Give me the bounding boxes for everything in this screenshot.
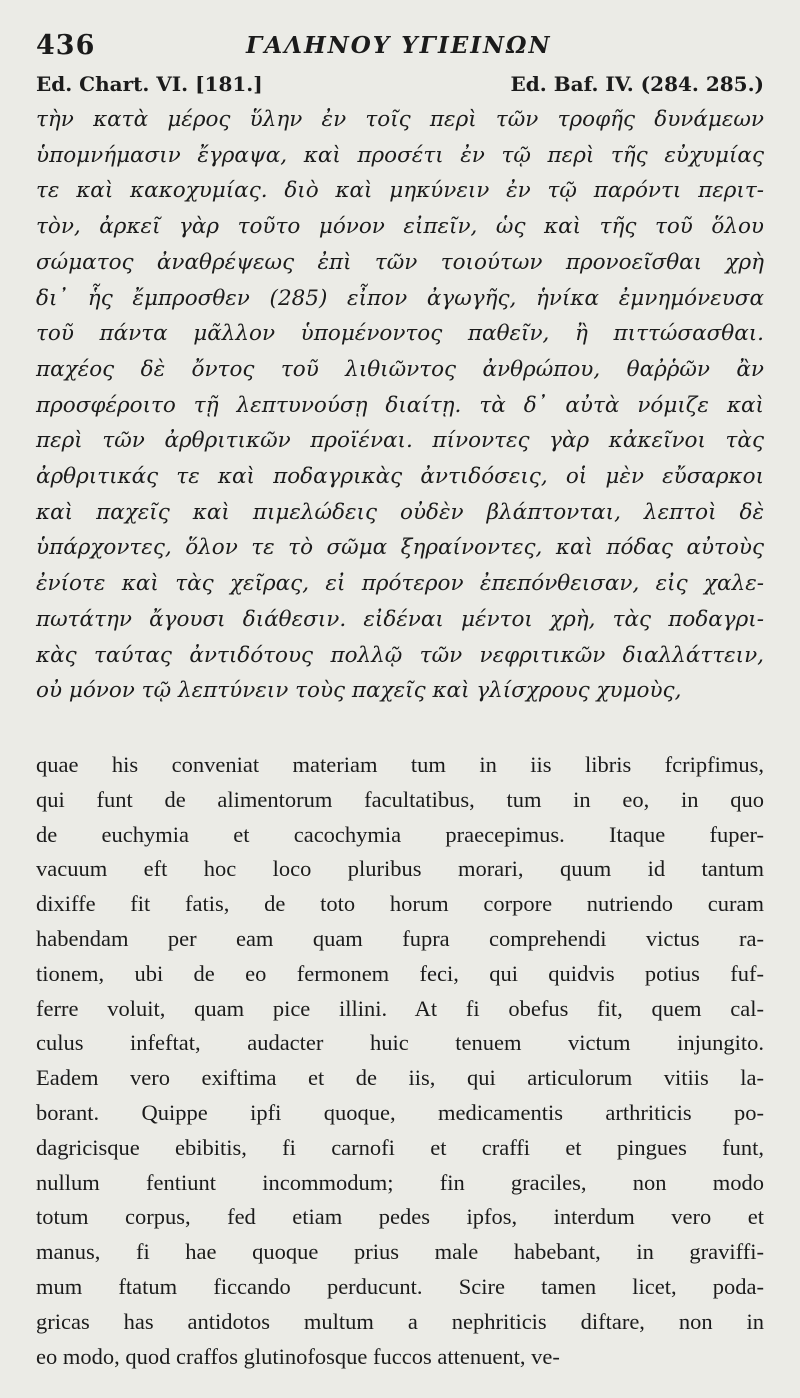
latin-text-line: manus, fi hae quoque prius male habebant, in graviffi- <box>36 1239 764 1265</box>
latin-text-line: borant. Quippe ipfi quoque, medicamentis arthriticis po- <box>36 1099 764 1125</box>
greek-text-line: τοῦ πάντα μᾶλλον ὑπομένοντος παθεῖν, ἢ πιττώσασθαι. <box>36 321 764 347</box>
greek-text-line: σώματος ἀναθρέψεως ἐπὶ τῶν τοιούτων προνοεῖσθαι χρὴ <box>36 249 764 275</box>
running-title: ΓΑΛΗΝΟΥ ΥΓΙΕΙΝΩΝ <box>246 32 552 59</box>
greek-text-line: οὐ μόνον τῷ λεπτύνειν τοὺς παχεῖς καὶ γλίσχρους χυμοὺς, <box>36 678 682 704</box>
latin-text-line: nullum fentiunt incommodum; fin graciles, non modo <box>36 1169 764 1195</box>
greek-text-line: ἀρθριτικάς τε καὶ ποδαγρικὰς ἀντιδόσεις, οἱ μὲν εὔσαρκοι <box>36 464 764 490</box>
latin-text-line: de euchymia et cacochymia praecepimus. Itaque fuper- <box>36 821 764 847</box>
greek-text-line: ὑπομνήμασιν ἔγραψα, καὶ προσέτι ἐν τῷ περὶ τῆς εὐχυμίας <box>36 142 764 168</box>
edition-reference-basel: Ed. Baf. IV. (284. 285.) <box>510 72 764 96</box>
edition-reference-row <box>36 72 764 102</box>
greek-text-line: πωτάτην ἄγουσι διάθεσιν. εἰδέναι μέντοι χρὴ, τὰς ποδαγρι- <box>36 606 764 632</box>
greek-text-line: ἐνίοτε καὶ τὰς χεῖρας, εἰ πρότερον ἐπεπόνθεισαν, εἰς χαλε- <box>36 571 764 597</box>
latin-text-line: eo modo, quod craffos glutinofosque fuccos attenuent, ve- <box>36 1343 560 1369</box>
greek-text-line: δι᾽ ἧς ἔμπροσθεν (285) εἶπον ἀγωγῆς, ἡνίκα ἐμνημόνευσα <box>36 285 764 311</box>
latin-text-line: totum corpus, fed etiam pedes ipfos, interdum vero et <box>36 1204 764 1230</box>
latin-text-line: dagricisque ebibitis, fi carnofi et craffi et pingues funt, <box>36 1134 764 1160</box>
latin-text-line: tionem, ubi de eo fermonem feci, qui quidvis potius fuf- <box>36 960 764 986</box>
latin-text-line: gricas has antidotos multum a nephriticis diftare, non in <box>36 1308 764 1334</box>
latin-text-line: qui funt de alimentorum facultatibus, tum in eo, in quo <box>36 786 764 812</box>
greek-text-line: τε καὶ κακοχυμίας. διὸ καὶ μηκύνειν ἐν τῷ παρόντι περιτ- <box>36 178 764 204</box>
latin-text-line: vacuum eft hoc loco pluribus morari, quum id tantum <box>36 856 764 882</box>
greek-text-line: κὰς ταύτας ἀντιδότους πολλῷ τῶν νεφριτικῶν διαλλάττειν, <box>36 642 764 668</box>
latin-text-line: mum ftatum ficcando perducunt. Scire tamen licet, poda- <box>36 1273 764 1299</box>
latin-text-block <box>36 748 764 1374</box>
page-header <box>36 28 760 64</box>
latin-text-line: quae his conveniat materiam tum in iis libris fcripfimus, <box>36 752 764 777</box>
greek-text-line: ὑπάρχοντες, ὅλον τε τὸ σῶμα ξηραίνοντες, καὶ πόδας αὐτοὺς <box>36 535 764 561</box>
greek-text-line: τὴν κατὰ μέρος ὕλην ἐν τοῖς περὶ τῶν τροφῆς δυνάμεων <box>36 107 764 132</box>
latin-text-line: Eadem vero exiftima et de iis, qui articulorum vitiis la- <box>36 1065 764 1091</box>
greek-text-line: προσφέροιτο τῇ λεπτυνούσῃ διαίτῃ. τὰ δ᾽ αὐτὰ νόμιζε καὶ <box>36 392 764 418</box>
greek-text-line: τὸν, ἀρκεῖ γὰρ τοῦτο μόνον εἰπεῖν, ὡς καὶ τῆς τοῦ ὅλου <box>36 214 764 240</box>
greek-text-line: καὶ παχεῖς καὶ πιμελώδεις οὐδὲν βλάπτονται, λεπτοὶ δὲ <box>36 499 764 525</box>
latin-text-line: habendam per eam quam fupra comprehendi victus ra- <box>36 925 764 951</box>
edition-reference-chartier: Ed. Chart. VI. [181.] <box>36 72 263 96</box>
greek-text-line: περὶ τῶν ἀρθριτικῶν προϊέναι. πίνοντες γὰρ κἀκεῖνοι τὰς <box>36 428 764 454</box>
latin-text-line: dixiffe fit fatis, de toto horum corpore nutriendo curam <box>36 891 764 917</box>
greek-text-block <box>36 102 764 709</box>
latin-text-line: culus infeftat, audacter huic tenuem victum injungito. <box>36 1030 764 1056</box>
greek-text-line: παχέος δὲ ὄντος τοῦ λιθιῶντος ἀνθρώπου, θαῤῥῶν ἂν <box>36 356 764 382</box>
page-number: 436 <box>36 30 96 61</box>
latin-text-line: ferre voluit, quam pice illini. At fi obefus fit, quem cal- <box>36 995 764 1021</box>
